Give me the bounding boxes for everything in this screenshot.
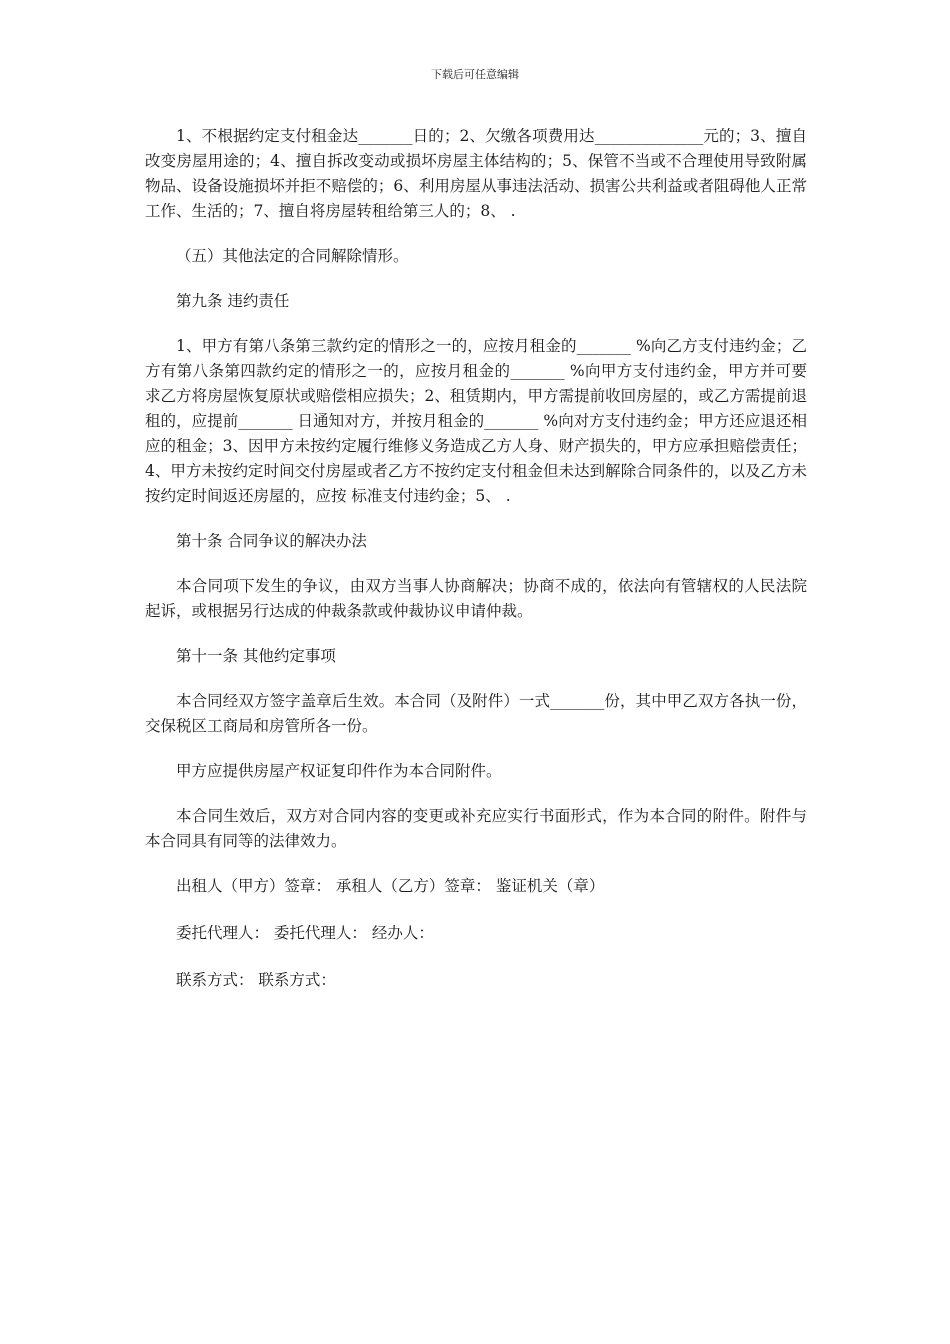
clause-termination-conditions: 1、不根据约定支付租金达_______日的；2、欠缴各项费用达______________元的；3、擅自改变房屋用途的；4、擅自拆改变动或损坏房屋主体结构的；5、保管不当或不合理使用导致附属物品、设备设施损坏并拒不赔偿的；6、利用房屋从事违法活动、损害公共利益或者阻碍他人正常工作、生活的；7、擅自将房屋转租给第三人的；8、 . — [145, 127, 807, 220]
page-header: 下载后可任意编辑 — [431, 68, 519, 81]
article-9-body: 1、甲方有第八条第三款约定的情形之一的，应按月租金的_______ %向乙方支付违约金；乙方有第八条第四款约定的情形之一的，应按月租金的_______ %向甲方支付违约金，甲方并可要求乙方将房屋恢复原状或赔偿相应损失；2、租赁期内，甲方需提前收回房屋的，或乙方需提前退租的，应提前_______ 日通知对方，并按月租金的_______ %向对方支付违约金；甲方还应退还相应的租金；3、因甲方未按约定履行维修义务造成乙方人身、财产损失的，甲方应承担赔偿责任；4、甲方未按约定时间交付房屋或者乙方不按约定支付租金但未达到解除合同条件的，以及乙方未按约定时间返还房屋的，应按 标准支付违约金；5、 . — [145, 337, 807, 505]
agent-line: 委托代理人： 委托代理人： 经办人： — [176, 924, 434, 942]
article-10-heading: 第十条 合同争议的解决办法 — [176, 532, 367, 550]
article-11-heading: 第十一条 其他约定事项 — [176, 647, 336, 665]
clause-other-legal-termination: （五）其他法定的合同解除情形。 — [176, 247, 409, 265]
contact-line: 联系方式： 联系方式： — [176, 971, 336, 989]
article-11-effect: 本合同经双方签字盖章后生效。本合同（及附件）一式_______份，其中甲乙双方各执一份，交保税区工商局和房管所各一份。 — [145, 692, 807, 735]
article-11-attachment: 甲方应提供房屋产权证复印件作为本合同附件。 — [176, 762, 502, 780]
article-11-amendment: 本合同生效后，双方对合同内容的变更或补充应实行书面形式，作为本合同的附件。附件与本合同具有同等的法律效力。 — [145, 807, 807, 850]
signature-line: 出租人（甲方）签章： 承租人（乙方）签章： 鉴证机关（章） — [176, 877, 605, 895]
article-10-body: 本合同项下发生的争议，由双方当事人协商解决；协商不成的，依法向有管辖权的人民法院起诉，或根据另行达成的仲裁条款或仲裁协议申请仲裁。 — [145, 577, 807, 620]
article-9-heading: 第九条 违约责任 — [176, 292, 290, 310]
document-body — [145, 124, 807, 1015]
